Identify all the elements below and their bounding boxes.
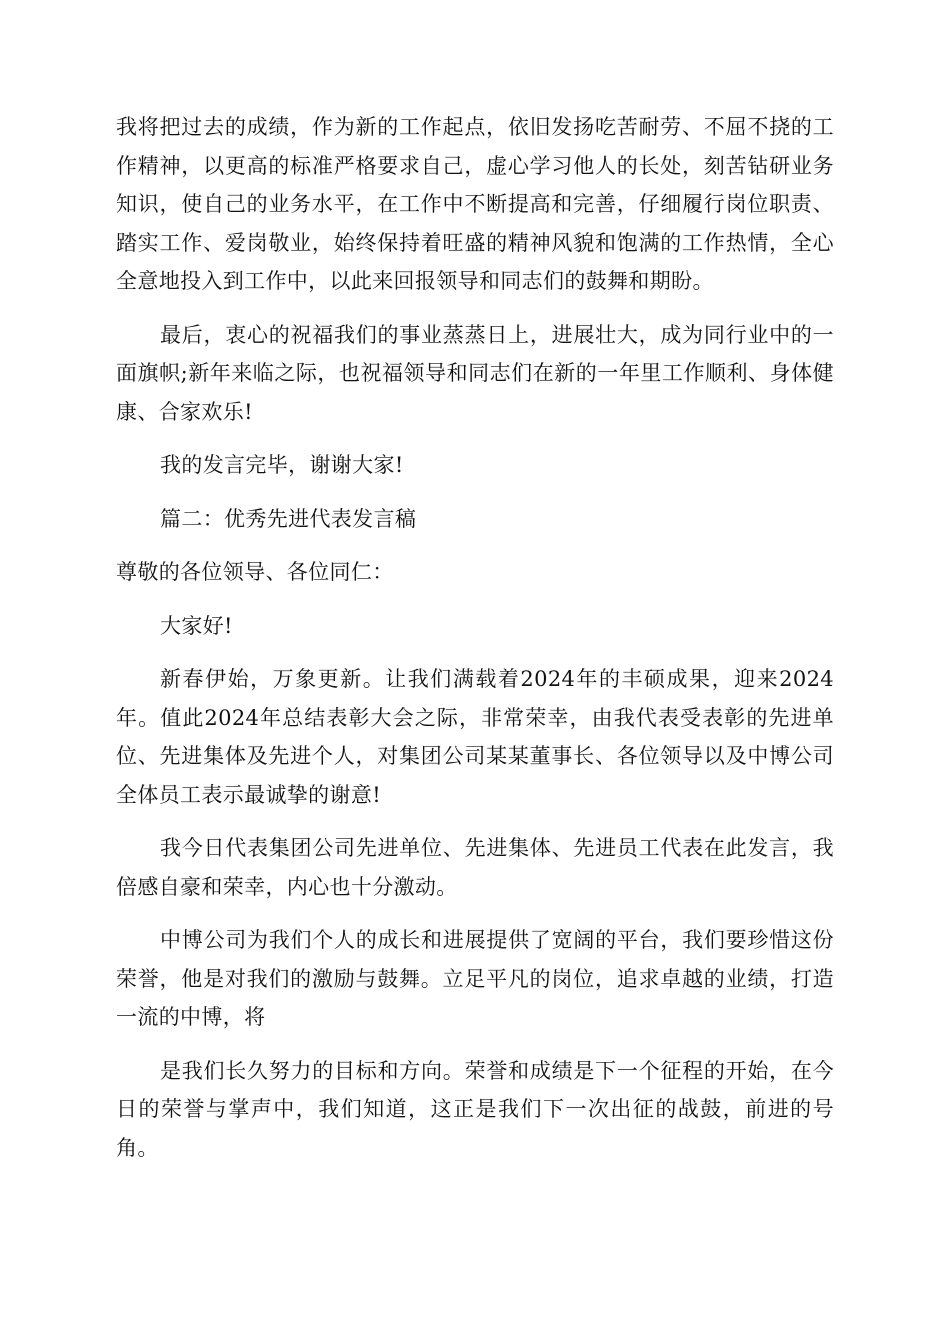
paragraph-new-year: 新春伊始，万象更新。让我们满载着2024年的丰硕成果，迎来2024年。值此2024年总结表彰大会之际，非常荣幸，由我代表受表彰的先进单位、先进集体及先进个人，对集团公司某某董事长、各位领导以及中博公司全体员工表示最诚挚的谢意!: [116, 667, 834, 807]
section-title: 篇二：优秀先进代表发言稿: [160, 506, 417, 531]
paragraph-work-commitment: 我将把过去的成绩，作为新的工作起点，依旧发扬吃苦耐劳、不屈不挠的工作精神，以更高的标准严格要求自己，虚心学习他人的长处，刻苦钻研业务知识，使自己的业务水平，在工作中不断提高和完善，仔细履行岗位职责、踏实工作、爱岗敬业，始终保持着旺盛的精神风貌和饱满的工作热情，全心全意地投入到工作中，以此来回报领导和同志们的鼓舞和期盼。: [116, 115, 834, 293]
greeting: 大家好!: [160, 613, 233, 638]
paragraph-goal-direction: 是我们长久努力的目标和方向。荣誉和成绩是下一个征程的开始，在今日的荣誉与掌声中，我们知道，这正是我们下一次出征的战鼓，前进的号角。: [116, 1058, 834, 1160]
paragraph-platform: 中博公司为我们个人的成长和进展提供了宽阔的平台，我们要珍惜这份荣誉，他是对我们的激励与鼓舞。立足平凡的岗位，追求卓越的业绩，打造一流的中博，将: [116, 928, 834, 1029]
salutation: 尊敬的各位领导、各位同仁：: [116, 560, 394, 584]
document-body: [116, 108, 834, 1182]
paragraph-representative: 我今日代表集团公司先进单位、先进集体、先进员工代表在此发言，我倍感自豪和荣幸，内心也十分激动。: [116, 836, 834, 899]
paragraph-speech-end: 我的发言完毕，谢谢大家!: [160, 453, 404, 477]
paragraph-closing-wishes: 最后，衷心的祝福我们的事业蒸蒸日上，进展壮大，成为同行业中的一面旗帜;新年来临之际，也祝福领导和同志们在新的一年里工作顺利、身体健康、合家欢乐!: [116, 322, 834, 424]
